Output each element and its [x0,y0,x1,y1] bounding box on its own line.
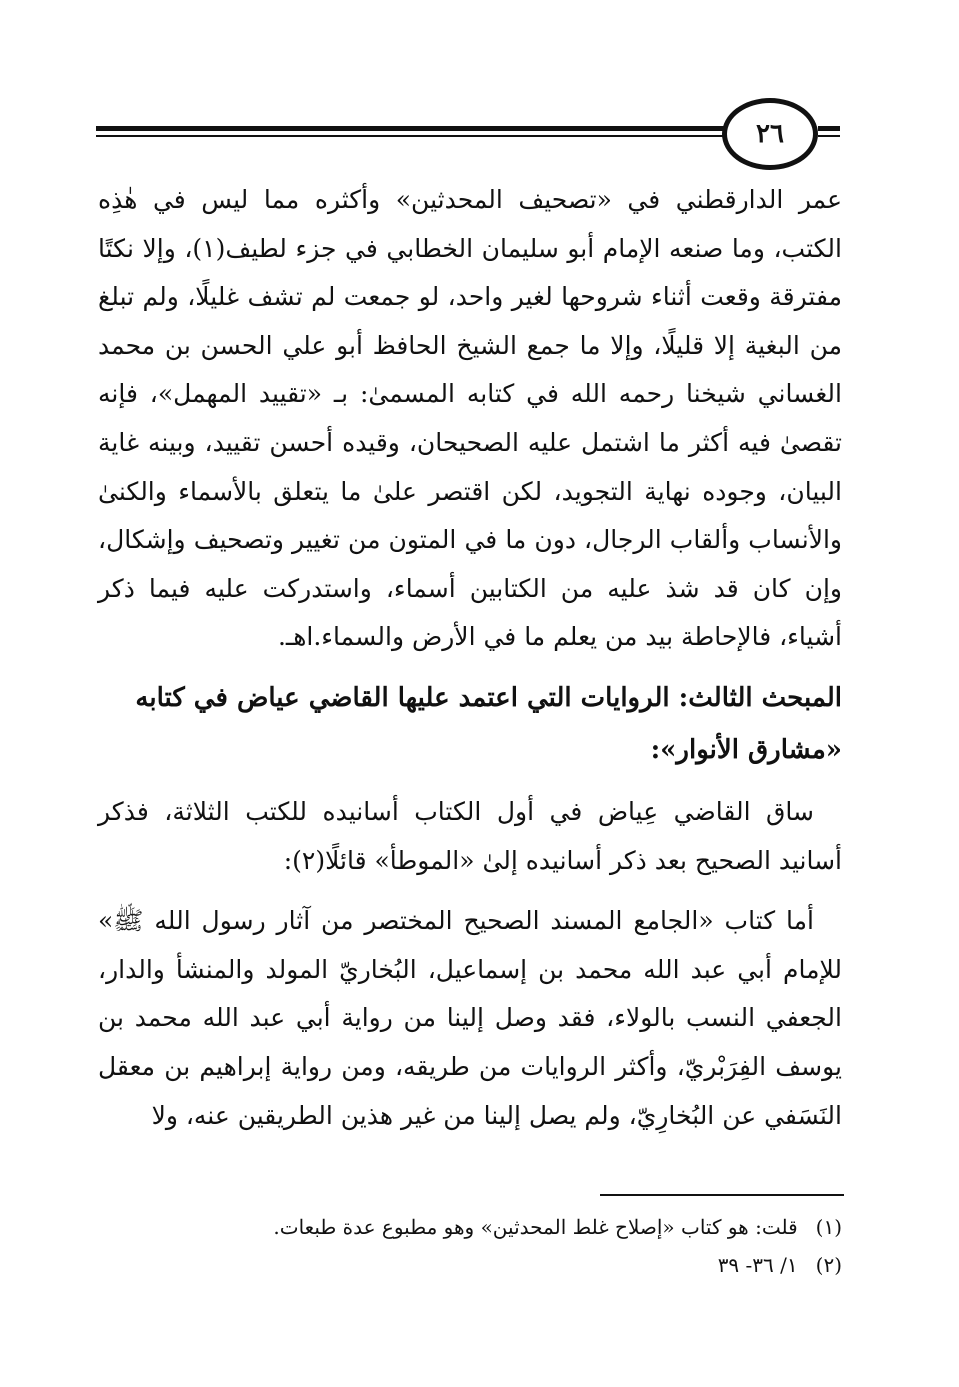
footnote-text: ١/ ٣٦- ٣٩ [717,1253,798,1277]
footnotes [98,1208,842,1284]
paragraph-continuation: عمر الدارقطني في «تصحيف المحدثين» وأكثره مما ليس في هٰذِه الكتب، وما صنعه الإمام أبو سليمان الخطابي في جزء لطيف(١)، وإلا نكتًا مفترقة وقعت أثناء شروحها لغير واحد، لو جمعت لم تشف غليلًا، ولم تبلغ من البغية إلا قليلًا، وإلا ما جمع الشيخ الحافظ أبو علي الحسن بن محمد الغساني شيخنا رحمه الله في كتابه المسمىٰ: بـ «تقييد المهمل»، فإنه تقصىٰ فيه أكثر ما اشتمل عليه الصحيحان، وقيده أحسن تقييد، وبينه غاية البيان، وجوده نهاية التجويد، لكن اقتصر علىٰ ما يتعلق بالأسماء والكنىٰ والأنساب وألقاب الرجال، دون ما في المتون من تغيير وتصحيف وإشكال، وإن كان قد شذ عليه من الكتابين أسماء، واستدركت عليه فيما ذكر أشياء، فالإحاطة بيد من يعلم ما في الأرض والسماء.اهـ. [98,185,842,652]
page-header [96,98,840,168]
section-heading: المبحث الثالث: الروايات التي اعتمد عليها القاضي عياض في كتابه «مشارق الأنوار»: [135,682,842,765]
page-body [98,176,842,1140]
header-rule [96,126,728,131]
footnote-text: قلت: هو كتاب «إصلاح غلط المحدثين» وهو مطبوع عدة طبعات. [273,1215,798,1239]
header-rule-tail [818,126,840,131]
footnote-separator [600,1194,844,1196]
paragraph-intro: ساق القاضي عِياض في أول الكتاب أسانيده للكتب الثلاثة، فذكر أسانيد الصحيح بعد ذكر أسانيده إلىٰ «الموطأ» قائلًا(٢): [98,796,842,875]
page-number: ٢٦ [722,98,818,170]
footnote-number: (١) [815,1215,842,1239]
footnote-2 [98,1246,842,1284]
footnote-1 [98,1208,842,1246]
header-rule-tail-thin [818,135,840,137]
footnote-number: (٢) [815,1253,842,1277]
paragraph-quote: أما كتاب «الجامع المسند الصحيح المختصر من آثار رسول الله ﷺ» للإمام أبي عبد الله محمد بن إسماعيل، البُخاريّ المولد والمنشأ والدار، الجعفي النسب بالولاء، فقد وصل إلينا من رواية أبي عبد الله محمد بن يوسف الفِرَبْريّ، وأكثر الروايات من طريقه، ومن رواية إبراهيم بن معقل النَسَفي عن البُخارِيّ، ولم يصل إلينا من غير هذين الطريقين عنه، ولا [98,906,842,1130]
header-rule-thin [96,135,728,137]
